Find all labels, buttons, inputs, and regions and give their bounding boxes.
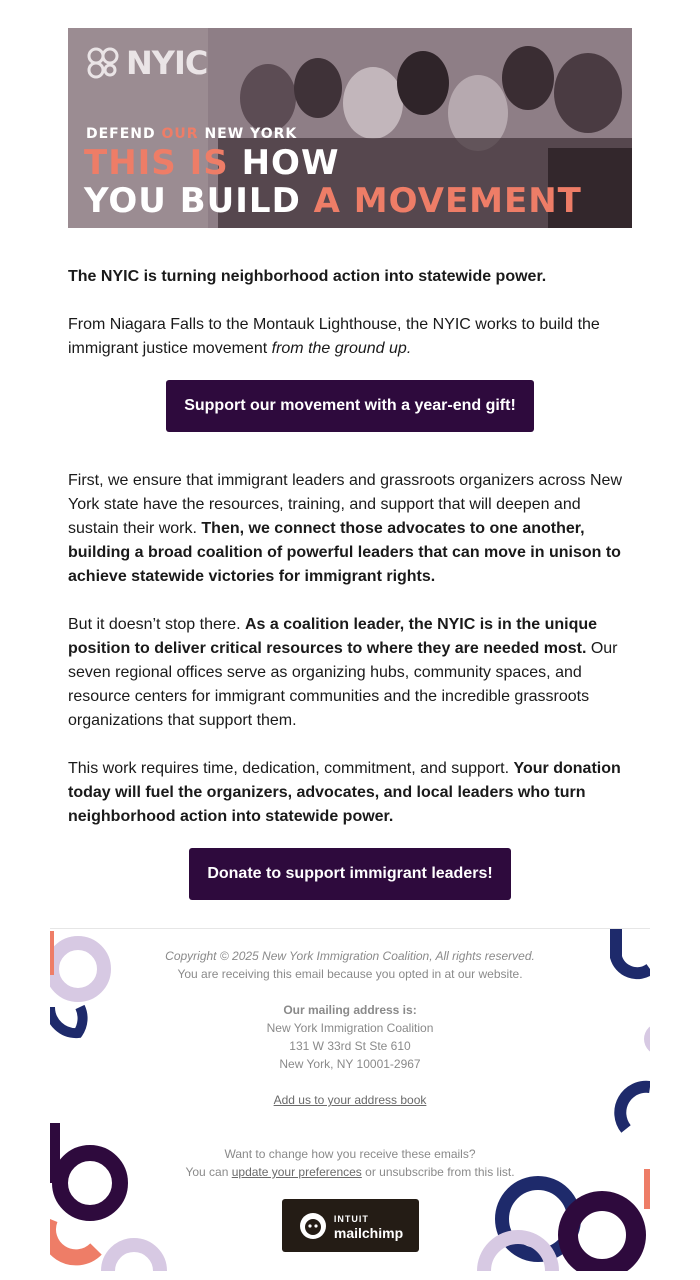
body-text: First, we ensure that immigrant leaders and grassroots organizers across New York state have the resources, training, and support that will deepen and sustain their work. — [68, 472, 622, 537]
headline-accent: THIS IS — [84, 143, 229, 183]
subscribe-reason: You are receiving this email because you opted in at our website. — [177, 967, 523, 981]
intuit-text: INTUIT — [333, 1213, 369, 1224]
hero-headline-line2 — [84, 182, 582, 220]
address-book-row — [50, 1091, 650, 1109]
body-paragraph-2 — [68, 613, 632, 733]
intro-text: From Niagara Falls to the Montauk Lighthouse, the NYIC works to build the immigrant justice movement — [68, 316, 600, 357]
donate-button[interactable]: Donate to support immigrant leaders! — [189, 848, 511, 900]
body-bold: Your donation today will fuel the organizers, advocates, and local leaders who turn neighborhood action into statewide power. — [68, 760, 621, 825]
headline-part: YOU BUILD — [84, 181, 314, 221]
address-city: New York, NY 10001-2967 — [279, 1057, 421, 1071]
nyic-logo — [86, 44, 207, 82]
address-book-link[interactable]: Add us to your address book — [273, 1093, 427, 1107]
year-end-gift-button[interactable]: Support our movement with a year-end gift! — [166, 380, 534, 432]
address-org: New York Immigration Coalition — [266, 1021, 434, 1035]
copyright-text — [50, 947, 650, 965]
body-text: But it doesn’t stop there. — [68, 616, 245, 633]
tagline-accent: OUR — [161, 126, 199, 142]
tagline-part: NEW YORK — [198, 126, 298, 142]
body-text: This work requires time, dedication, commitment, and support. — [68, 760, 514, 777]
mailchimp-text: mailchimp — [333, 1224, 404, 1241]
mailchimp-wordmark — [334, 1212, 403, 1240]
address-street: 131 W 33rd St Ste 610 — [289, 1039, 411, 1053]
intro-headline — [68, 265, 632, 289]
email-footer — [50, 928, 650, 1271]
tagline-part: DEFEND — [86, 126, 162, 142]
mailchimp-badge[interactable] — [282, 1199, 419, 1252]
mailchimp-freddie-icon — [298, 1211, 328, 1241]
intro-headline-text: The NYIC is turning neighborhood action into statewide power. — [68, 268, 547, 285]
body-bold: Then, we connect those advocates to one another, building a broad coalition of powerful leaders that can move in unison to achieve statewide victories for immigrant rights. — [68, 520, 621, 585]
update-preferences-link[interactable]: update your preferences — [231, 1165, 362, 1179]
hero-tagline — [86, 126, 297, 142]
intro-italic: from the ground up. — [271, 340, 412, 357]
headline-part: HOW — [228, 143, 340, 183]
intro-paragraph — [68, 313, 632, 361]
body-text: Our seven regional offices serve as organizing hubs, community spaces, and resource centers for immigrant communities and the incredible grassroots organizations that support them. — [68, 640, 618, 729]
body-paragraph-3 — [68, 757, 632, 829]
logo-text: NYIC — [126, 44, 208, 82]
mailing-address-label: Our mailing address is: — [283, 1003, 417, 1017]
change-question: Want to change how you receive these emails? — [224, 1147, 476, 1161]
hero-banner — [68, 28, 632, 228]
copyright: Copyright © 2025 New York Immigration Coalition, All rights reserved. — [165, 949, 535, 963]
unsubscribe-text: or unsubscribe from this list. — [361, 1165, 515, 1179]
preferences-row — [50, 1163, 650, 1181]
preferences-text: You can — [185, 1165, 232, 1179]
body-bold: As a coalition leader, the NYIC is in the unique position to deliver critical resources to where they are needed most. — [68, 616, 598, 657]
nyic-logo-mark-icon — [86, 46, 122, 80]
body-paragraph-1 — [68, 469, 632, 589]
headline-accent: A MOVEMENT — [313, 181, 582, 221]
hero-headline-line1 — [84, 144, 339, 182]
